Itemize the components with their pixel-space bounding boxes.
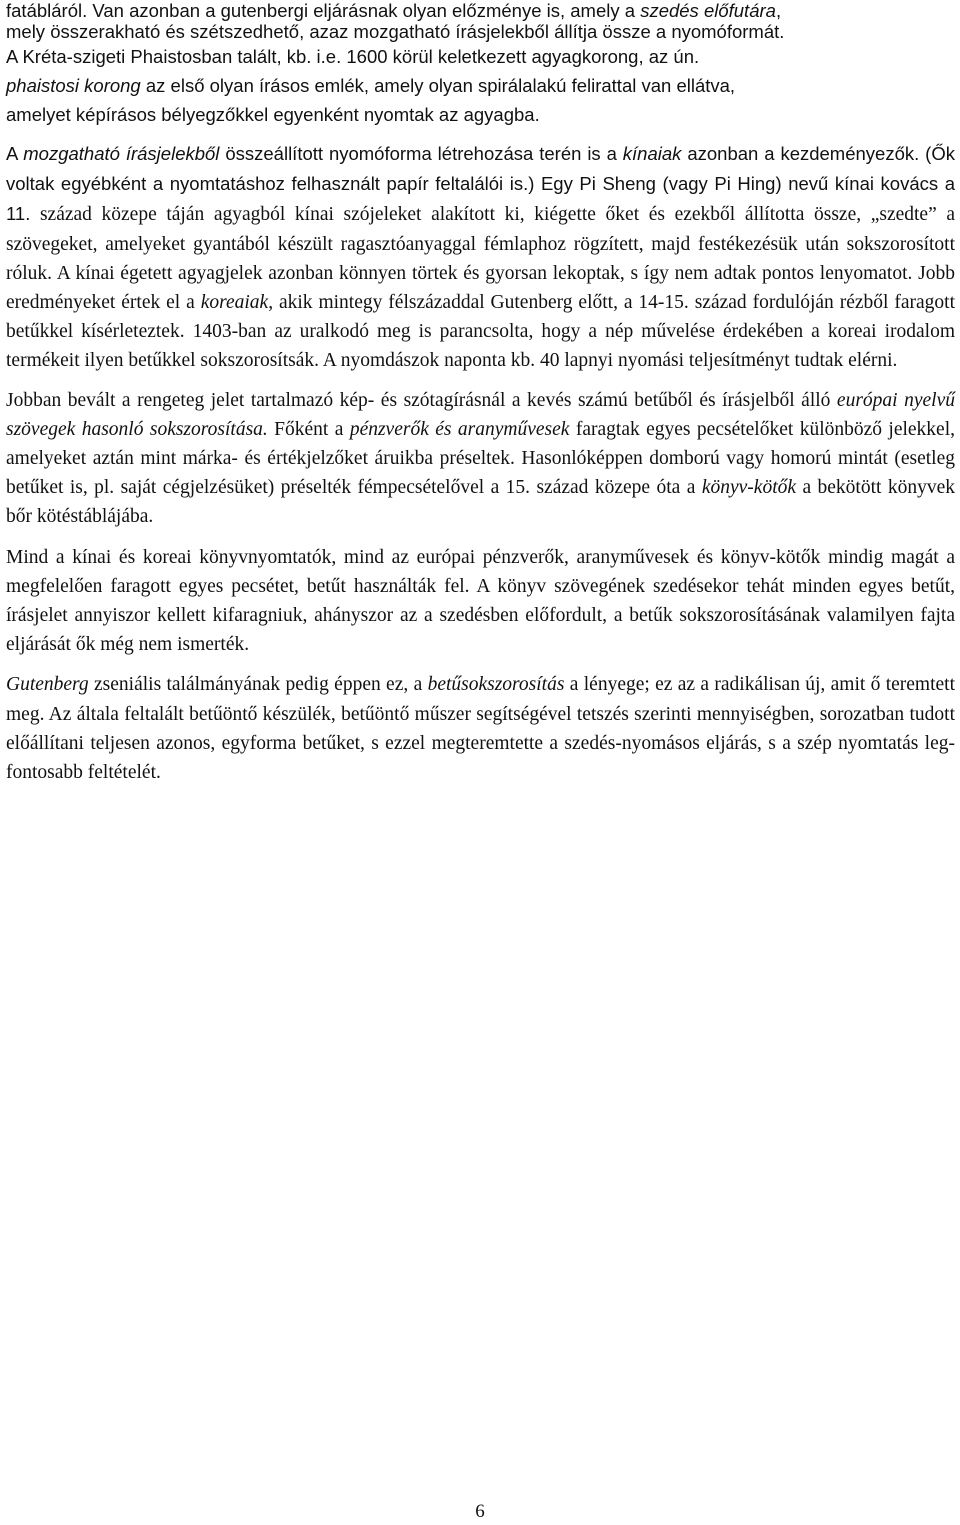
text-run: zseniális találmányának pedig éppen ez, a [88, 674, 428, 696]
intro-text: , [775, 0, 782, 21]
intro-line-3 [6, 42, 955, 71]
paragraph-printers [6, 543, 955, 660]
emphasis-run: európai nyelvű szövegek hasonló sokszorosítása. [6, 389, 955, 440]
emphasis-run: koreaiak [200, 292, 269, 314]
intro-emphasis: szedés előfutára [640, 0, 776, 21]
emphasis-run: könyv-kötők [701, 477, 797, 499]
intro-line-2 [6, 21, 955, 42]
text-run: A [6, 143, 24, 164]
intro-line-4 [6, 71, 955, 100]
document-page [6, 0, 955, 787]
text-run: azonban a kezdeményezők. (Ők voltak egyébként a nyomtatáshoz felhasznált papír feltalálói is.) Egy Pi Sheng (vagy Pi Hing) nevű kínai kovács a 11. [6, 143, 955, 225]
emphasis-run: betűsokszorosítás [427, 674, 565, 696]
page-number: 6 [475, 1501, 485, 1522]
intro-paragraph [6, 0, 955, 129]
emphasis-run: kínaiak [622, 143, 682, 164]
text-run: , akik mintegy félszázaddal Gutenberg előtt, a 14-15. század fordulóján rézből faragott betűkkel kísérleteztek. 1403-ban az uralkodó meg is parancsolta, hogy a nép művelése érdekében a koreai irodalom termékeit ilyen betűkkel sokszorosítsák. A nyomdászok naponta kb. 40 lapnyi nyomási teljesítményt tudtak elérni. [6, 292, 955, 372]
emphasis-run: Gutenberg [6, 674, 89, 696]
text-run: század közepe táján agyagból kínai szójeleket alakított ki, kiégette őket és ezekből állította össze, „szedte” a szövegeket, amelyeket gyantából készült ragasztóanyaggal fémlaphoz rögzített, majd festékezésük után sokszorosított róluk. A kínai égetett agyagjelek azonban könnyen törtek és gyorsan lekoptak, s így nem adtak pontos lenyomatot. Jobb eredményeket értek el a [6, 204, 955, 314]
intro-text: mely összerakható és szétszedhető, azaz mozgatható írásjelekből állítja össze a nyomóformát. [6, 21, 785, 42]
text-run: Főként a [267, 418, 350, 440]
intro-text: fatábláról. Van azonban a gutenbergi eljárásnak olyan előzménye is, amely a [6, 0, 641, 21]
intro-text: az első olyan írásos emlék, amely olyan spirálalakú felirattal van ellátva, [140, 75, 736, 96]
paragraph-gutenberg [6, 670, 955, 787]
text-run: Mind a kínai és koreai könyvnyomtatók, mind az európai pénzverők, aranyművesek és könyv-kötők mindig magát a megfelelően faragott egyes pecsétet, betűt használták fel. A könyv szövegének szedésekor tehát minden egyes betűt, írásjelet annyiszor kellett kifaragniuk, ahányszor az a szedésben előfordult, a betűk sokszorosításának valamilyen fajta eljárását ők még nem ismerték. [6, 546, 955, 656]
intro-line-1 [6, 0, 955, 21]
text-run: összeállított nyomóforma létrehozása terén is a [219, 143, 623, 164]
intro-text: A Kréta-szigeti Phaistosban talált, kb. i.e. 1600 körül keletkezett agyagkorong, az ún. [6, 46, 700, 67]
text-run: a lényege; ez az a radikálisan új, amit ő teremtett meg. Az általa feltalált betűöntő készülék, betűöntő műszer segítségével tetszés szerinti mennyiségben, sorozatban tudott előállítani teljesen azonos, egyforma betűket, s ezzel megteremtette a szedés-nyomásos eljárás, s a szép nyomtatás leg-fontosabb feltételét. [6, 674, 955, 784]
text-run: faragtak egyes pecsételőket különböző jelekkel, amelyeket aztán mint márka- és értékjelzőket áruikba préseltek. Hasonlóképpen domború vagy homorú mintát (esetleg betűket is, pl. saját cégjelzésüket) préselték fémpecsételővel a 15. század közepe óta a [6, 418, 956, 499]
text-run: a bekötött könyvek bőr kötéstáblájába. [6, 477, 956, 528]
text-run: Jobban bevált a rengeteg jelet tartalmazó kép- és szótagírásnál a kevés számú betűből és írásjelből álló [6, 389, 837, 411]
emphasis-run: pénzverők és aranyművesek [349, 418, 570, 440]
intro-emphasis: phaistosi korong [6, 75, 141, 96]
intro-text: amelyet képírásos bélyegzőkkel egyenként nyomtak az agyagba. [6, 104, 540, 125]
emphasis-run: mozgatható írásjelekből [23, 143, 220, 164]
paragraph-chinese-korean [6, 139, 955, 376]
paragraph-europe [6, 386, 955, 532]
intro-line-5 [6, 100, 955, 129]
